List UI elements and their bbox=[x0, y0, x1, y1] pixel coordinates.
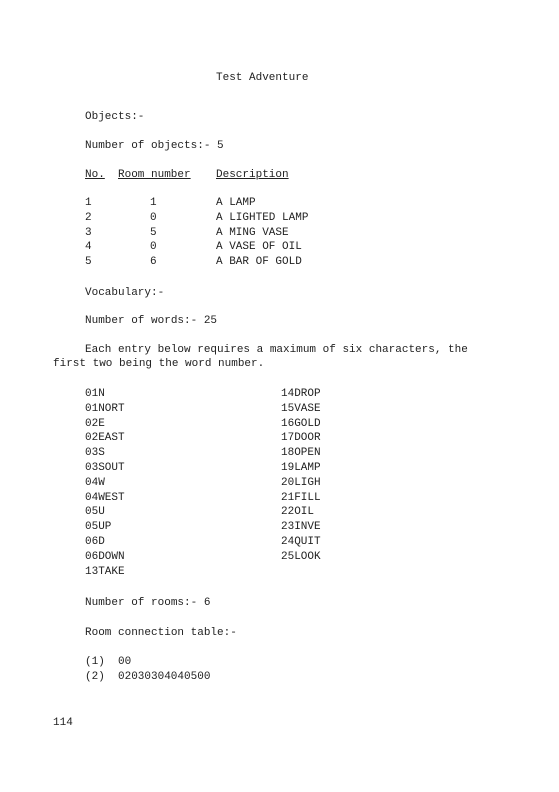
list-item: 20LIGH bbox=[281, 476, 321, 489]
object-number: 3 bbox=[85, 227, 92, 239]
list-item: 21FILL bbox=[281, 491, 321, 504]
object-description: A LAMP bbox=[216, 197, 256, 209]
object-room: 0 bbox=[150, 241, 157, 253]
list-item: 06D bbox=[85, 535, 105, 548]
list-item: 02E bbox=[85, 417, 105, 430]
list-item: 05U bbox=[85, 506, 105, 519]
list-item: 15VASE bbox=[281, 402, 321, 415]
list-item: 06DOWN bbox=[85, 550, 125, 563]
list-item: 04WEST bbox=[85, 491, 125, 504]
list-item: 13TAKE bbox=[85, 565, 125, 578]
paragraph-line-1: Each entry below requires a maximum of six characters, the bbox=[85, 344, 468, 356]
object-description: A MING VASE bbox=[216, 227, 289, 239]
table-row bbox=[0, 240, 559, 254]
list-item: 01N bbox=[85, 388, 105, 400]
object-room: 1 bbox=[150, 197, 157, 209]
list-item: 24QUIT bbox=[281, 535, 321, 548]
list-item: 02EAST bbox=[85, 432, 125, 445]
object-description: A VASE OF OIL bbox=[216, 241, 302, 253]
list-item: 17DOOR bbox=[281, 432, 321, 445]
object-room: 5 bbox=[150, 227, 157, 239]
object-description: A BAR OF GOLD bbox=[216, 256, 302, 268]
objects-heading: Objects:- bbox=[85, 111, 145, 123]
list-item: 22OIL bbox=[281, 506, 315, 519]
table-row bbox=[0, 211, 559, 225]
objects-count: Number of objects:- 5 bbox=[85, 140, 224, 152]
list-item: 19LAMP bbox=[281, 461, 321, 474]
list-item: 25LOOK bbox=[281, 550, 321, 563]
list-item: 23INVE bbox=[281, 521, 321, 534]
vocabulary-left-column bbox=[85, 387, 125, 579]
objects-header-no: No. bbox=[85, 169, 105, 181]
object-room: 0 bbox=[150, 212, 157, 224]
object-number: 5 bbox=[85, 256, 92, 268]
object-number: 1 bbox=[85, 197, 92, 209]
page-title: Test Adventure bbox=[216, 72, 309, 84]
room-connection-label: (2) bbox=[85, 671, 105, 683]
list-item: 05UP bbox=[85, 521, 112, 534]
list-item: 14DROP bbox=[281, 388, 321, 400]
object-number: 2 bbox=[85, 212, 92, 224]
list-item: 01NORT bbox=[85, 402, 125, 415]
table-row bbox=[0, 226, 559, 240]
table-row bbox=[0, 196, 559, 210]
room-table-heading: Room connection table:- bbox=[85, 627, 237, 639]
list-item: 04W bbox=[85, 476, 105, 489]
room-connection-value: 00 bbox=[118, 656, 132, 668]
rooms-count: Number of rooms:- 6 bbox=[85, 597, 211, 609]
words-count: Number of words:- 25 bbox=[85, 315, 218, 327]
list-item: 03S bbox=[85, 447, 105, 460]
room-connection-label: (1) bbox=[85, 656, 105, 668]
objects-header-description: Description bbox=[216, 169, 289, 181]
list-item: 18OPEN bbox=[281, 447, 321, 460]
list-item: 03SOUT bbox=[85, 461, 125, 474]
table-row bbox=[0, 255, 559, 269]
objects-header-room: Room number bbox=[118, 169, 191, 181]
page-number: 114 bbox=[53, 717, 73, 729]
room-connection-value: 02030304040500 bbox=[118, 671, 211, 683]
object-room: 6 bbox=[150, 256, 157, 268]
vocabulary-heading: Vocabulary:- bbox=[85, 287, 165, 299]
list-item: 16GOLD bbox=[281, 417, 321, 430]
vocabulary-right-column bbox=[281, 387, 321, 565]
object-description: A LIGHTED LAMP bbox=[216, 212, 309, 224]
paragraph-line-2: first two being the word number. bbox=[53, 358, 265, 370]
object-number: 4 bbox=[85, 241, 92, 253]
